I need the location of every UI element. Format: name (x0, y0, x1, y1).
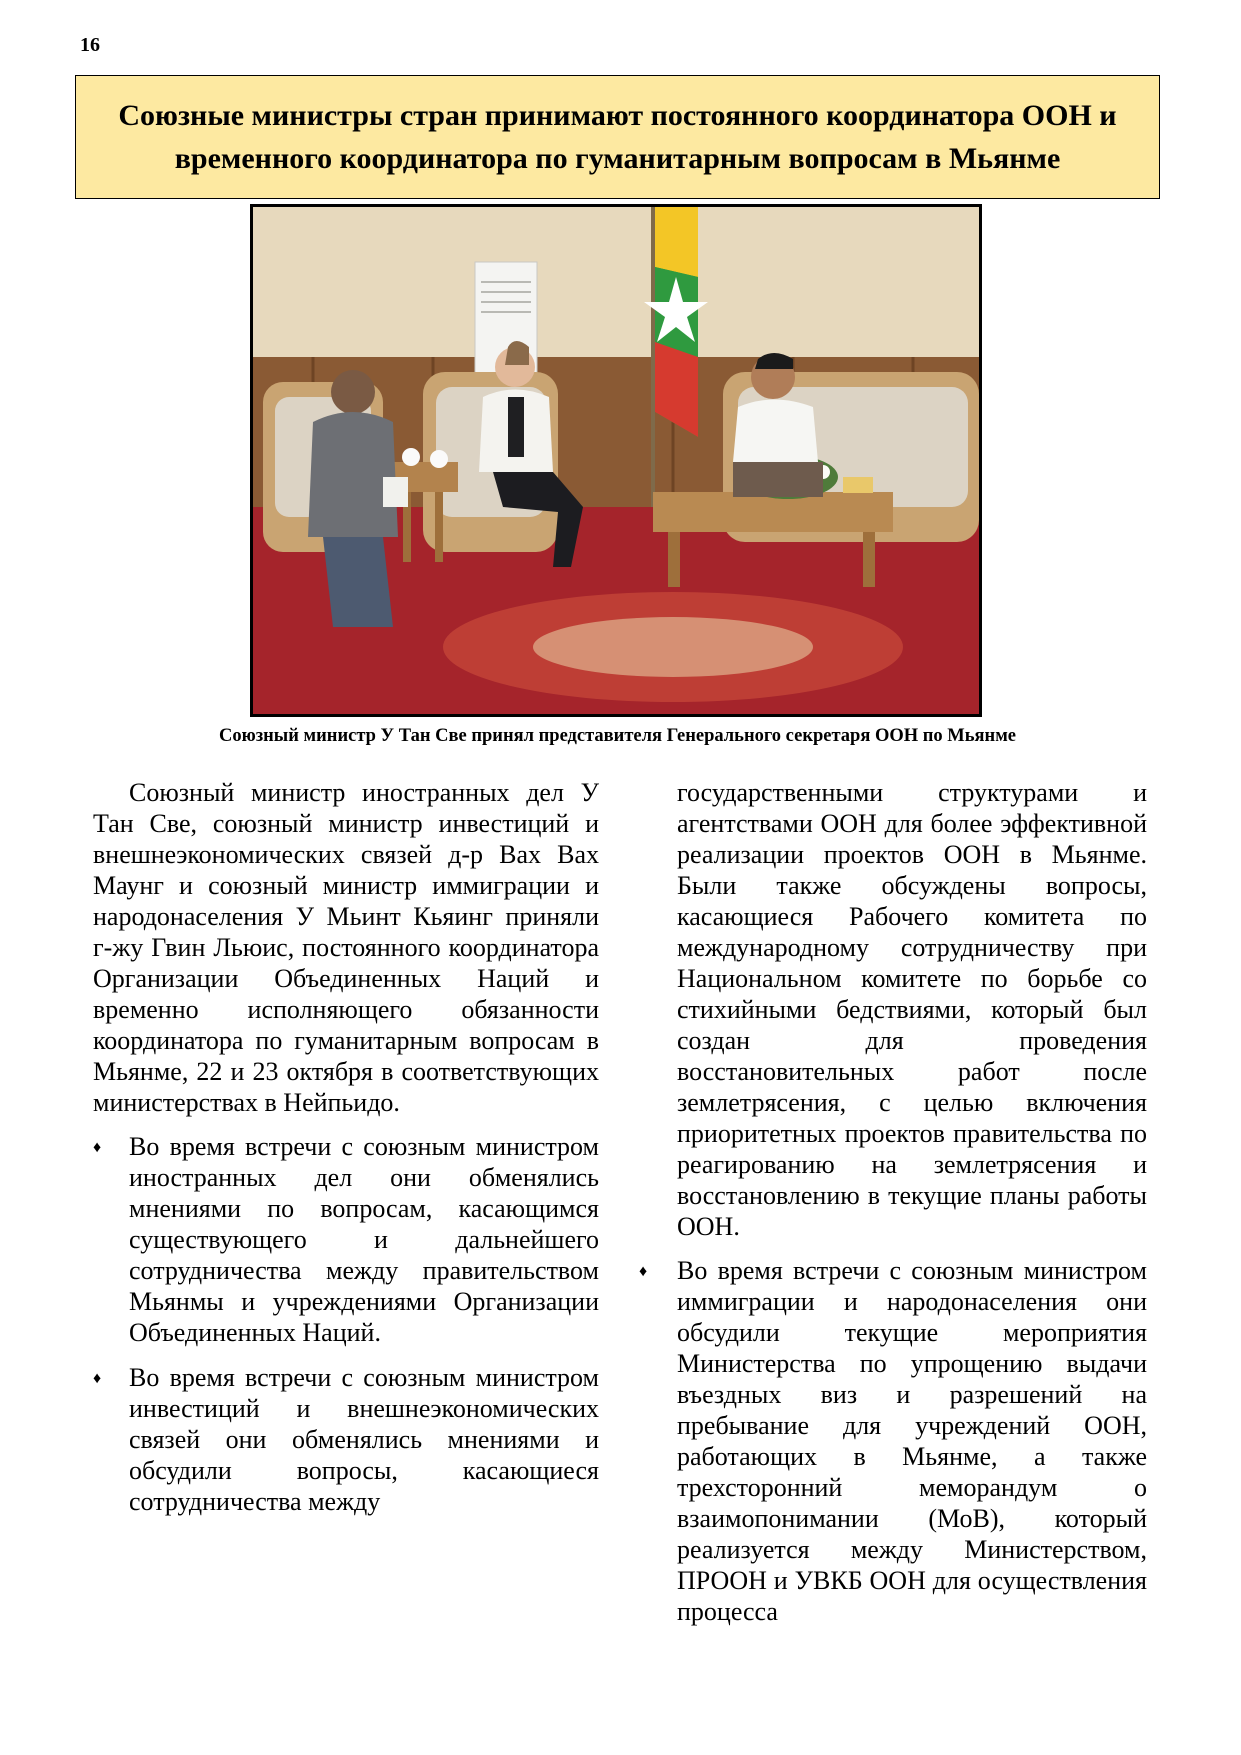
meeting-photo-illustration (253, 207, 979, 714)
bullet-text: Во время встречи с союзным министром инвестиций и внешнеэкономических связей они обменялись мнениями и обсудили вопросы, касающиеся сотрудничества между (129, 1363, 599, 1516)
bullet-text: Во время встречи с союзным министром иммиграции и народонаселения они обсудили текущие мероприятия Министерства по упрощению выдачи въездных виз и разрешений на пребывание для учреждений ООН, работающих в Мьянме, а также трехсторонний меморандум о взаимопонимании (МоВ), который реализуется между Министерством, ПРООН и УВКБ ООН для осуществления процесса (677, 1256, 1147, 1626)
news-photo (250, 204, 982, 717)
bullet-item (93, 1362, 599, 1517)
diamond-bullet-icon: ♦ (93, 1139, 102, 1156)
bullet-text: Во время встречи с союзным министром иностранных дел они обменялись мнениями по вопросам, касающимся существующего и дальнейшего сотрудничества между правительством Мьянмы и учреждениями Организации Объединенных Наций. (129, 1132, 599, 1347)
left-column (93, 777, 599, 1531)
photo-caption: Союзный министр У Тан Све принял представителя Генерального секретаря ООН по Мьянме (218, 726, 1017, 746)
bullet-item (93, 1131, 599, 1348)
headline: Союзные министры стран принимают постоянного координатора ООН и временного координатора по гуманитарным вопросам в Мьянме (118, 99, 1117, 175)
page-number: 16 (80, 34, 100, 56)
bullet-item (639, 1255, 1147, 1627)
diamond-bullet-icon: ♦ (93, 1370, 102, 1387)
right-column (639, 777, 1147, 1641)
article-intro: Союзный министр иностранных дел У Тан Све, союзный министр инвестиций и внешнеэкономических связей д-р Вах Вах Маунг и союзный министр иммиграции и народонаселения У Мьинт Кьяинг приняли г-жу Гвин Льюис, постоянного координатора Организации Объединенных Наций и временно исполняющего обязанности координатора по гуманитарным вопросам в Мьянме, 22 и 23 октября в соответствующих министерствах в Нейпьидо. (93, 778, 599, 1117)
headline-box (75, 75, 1160, 199)
bullet-continuation: государственными структурами и агентствами ООН для более эффективной реализации проектов ООН в Мьянме. Были также обсуждены вопросы, касающиеся Рабочего комитета по международному сотрудничеству при Национальном комитете по борьбе со стихийными бедствиями, который был создан для проведения восстановительных работ после землетрясения, с целью включения приоритетных проектов правительства по реагированию на землетрясения и восстановлению в текущие планы работы ООН. (677, 778, 1147, 1241)
diamond-bullet-icon: ♦ (639, 1263, 648, 1280)
